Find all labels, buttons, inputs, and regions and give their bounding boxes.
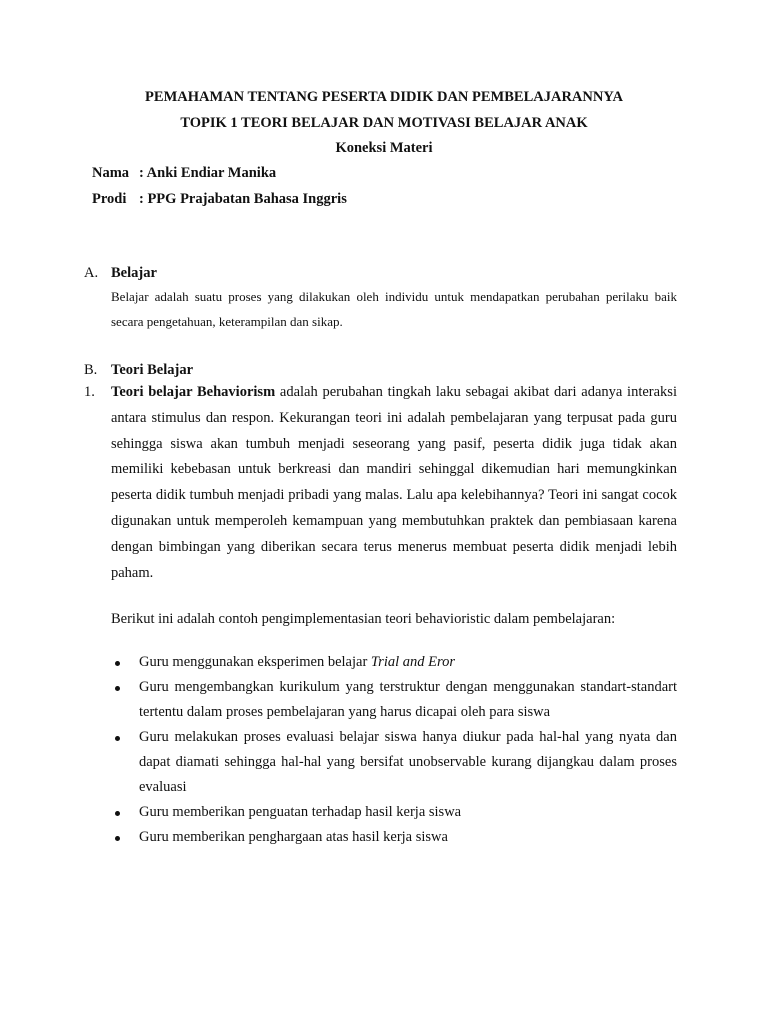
section-a-body: Belajar adalah suatu proses yang dilakukan oleh individu untuk mendapatkan perubahan perilaku baik secara pengetahuan, keterampilan dan sikap. (111, 289, 677, 329)
item-1-body: adalah perubahan tingkah laku sebagai akibat dari adanya interaksi antara stimulus dan respon. Kekurangan teori ini adalah pembelajaran yang terpusat pada guru sehingga siswa akan tumbuh menjadi seseorang yang pasif, peserta didik juga tidak akan memiliki kebebasan untuk berkreasi dan mandiri sehinggal dikemudian hari memungkinkan peserta didik tumbuh menjadi pribadi yang malas. Lalu apa kelebihannya? Teori ini sangat cocok digunakan untuk memperoleh kemampuan yang membutuhkan praktek dan pembiasaan karena dengan bimbingan yang diberikan secara terus menerus membuat peserta didik menjadi lebih paham. (111, 384, 677, 581)
list-item: Guru memberikan penguatan terhadap hasil kerja siswa (111, 800, 677, 825)
document-title: PEMAHAMAN TENTANG PESERTA DIDIK DAN PEMBELAJARANNYA (145, 89, 623, 105)
document-subtitle: TOPIK 1 TEORI BELAJAR DAN MOTIVASI BELAJAR ANAK (180, 115, 588, 131)
list-item: Guru memberikan penghargaan atas hasil kerja siswa (111, 825, 677, 850)
nama-label: Nama (92, 165, 130, 181)
list-item: Guru mengembangkan kurikulum yang terstruktur dengan menggunakan standart-standart tertentu dalam proses pembelajaran yang harus dicapai oleh para siswa (111, 675, 677, 725)
bullet-icon (115, 661, 120, 666)
nama-value: : Anki Endiar Manika (139, 165, 277, 181)
list-item: Guru menggunakan eksperimen belajar Trial and Eror (111, 650, 677, 675)
prodi-line (92, 190, 347, 208)
section-a-title: Belajar (111, 265, 157, 281)
italic-term: Trial and Eror (370, 654, 455, 670)
section-b-letter: B. (84, 362, 98, 378)
implementation-list (111, 650, 677, 850)
section-b-heading (84, 361, 193, 379)
section-a-heading (84, 264, 157, 282)
item-1-paragraph (111, 380, 677, 586)
prodi-value: : PPG Prajabatan Bahasa Inggris (139, 191, 347, 207)
section-b-title: Teori Belajar (111, 362, 194, 378)
list-item: Guru melakukan proses evaluasi belajar siswa hanya diukur pada hal-hal yang nyata dan dapat diamati sehingga hal-hal yang bersifat unobservable kurang dijangkau dalam proses evaluasi (111, 725, 677, 800)
bullet-icon (115, 736, 120, 741)
nama-line (92, 164, 276, 182)
bullet-icon (115, 811, 120, 816)
section-a-letter: A. (84, 265, 99, 281)
bullet-icon (115, 686, 120, 691)
bullet-icon (115, 836, 120, 841)
item-1-number: 1. (84, 384, 95, 400)
prodi-label: Prodi (92, 191, 127, 207)
implementation-intro: Berikut ini adalah contoh pengimplementasian teori behavioristic dalam pembelajaran: (111, 611, 616, 627)
document-section-label: Koneksi Materi (335, 140, 433, 156)
item-1-term: Teori belajar Behaviorism (111, 384, 276, 400)
